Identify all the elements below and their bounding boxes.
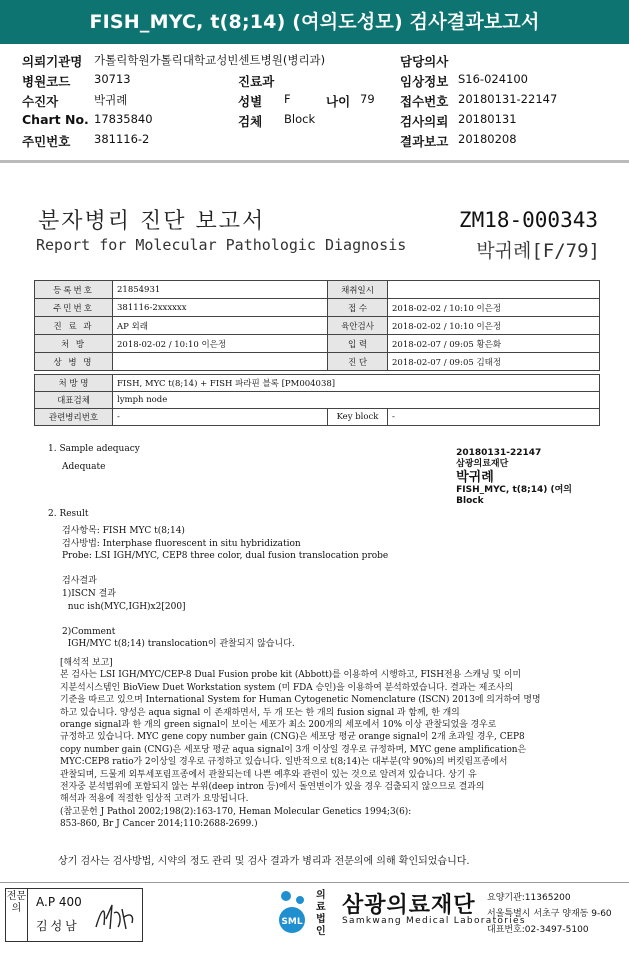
cell-value: -: [113, 409, 328, 426]
result-line: [62, 563, 388, 576]
contact-info: [487, 890, 612, 938]
interpretation-line: 지분석시스템인 BioView Duet Workstation system (미 FDA 승인)을 이용하여 분석하였습니다. 결과는 제조사의: [60, 682, 514, 693]
cell-value: AP 외래: [113, 317, 328, 335]
cell-label: 상 병 명: [35, 353, 113, 371]
cell-label: Key block: [328, 409, 388, 426]
report-date-label: 결과보고: [400, 134, 449, 149]
receipt-label: 접수번호: [400, 94, 449, 109]
interpretation-line: (참고문헌 J Pathol 2002;198(2):163-170, Heman Molecular Genetics 1994;3(6):: [60, 806, 412, 817]
cell-value: 381116-2xxxxxx: [113, 299, 328, 317]
logo-text: SML: [281, 917, 303, 927]
interpretation-line: 전자중 분석범위에 포함되지 않는 부위(deep intron 등)에서 돌연변이가 있을 경우 검출되지 않으므로 결과의: [60, 782, 485, 793]
cell-label: 관련병리번호: [35, 409, 113, 426]
result-line: 검사결과: [62, 576, 97, 587]
cell-label: 등록번호: [35, 281, 113, 299]
sex-label: 성별: [238, 94, 263, 109]
cell-label: 주민번호: [35, 299, 113, 317]
cell-value: -: [388, 409, 600, 426]
patient-value: 박귀례: [94, 93, 128, 107]
cell-value: 2018-02-07 / 09:05 김태정: [388, 353, 600, 371]
result-line: 검사방법: Interphase fluorescent in situ hybridization: [62, 538, 301, 549]
stamp-test: FISH_MYC, t(8;14) (여의: [456, 485, 572, 495]
interpretation-line: 기준을 따르고 있으며 International System for Human Cytogenetic Nomenclature (ISCN) 2013에 의거하여 명명: [60, 695, 541, 706]
specialist-code: A.P 400: [36, 895, 82, 909]
contact-phone: 대표번호:02-3497-5100: [487, 925, 589, 935]
clinical-label: 임상정보: [400, 74, 449, 89]
footer-divider: [0, 882, 629, 883]
cell-label: 채취일시: [328, 281, 388, 299]
cell-value: FISH, MYC t(8;14) + FISH 파라핀 블록 [PM004038]: [113, 375, 600, 392]
cell-label: 접 수: [328, 299, 388, 317]
table-row: [35, 317, 600, 335]
specialist-label: 전문의: [6, 889, 28, 941]
table-row: [35, 409, 600, 426]
result-line: Probe: LSI IGH/MYC, CEP8 three color, dual fusion translocation probe: [62, 551, 389, 562]
sml-logo: [270, 886, 526, 938]
contact-address: 서울특별시 서초구 양재동 9-60: [487, 909, 612, 919]
interpretation-block: [60, 657, 608, 831]
report-date-value: 20180208: [458, 132, 517, 146]
specialist-name: 김성남: [36, 919, 80, 933]
paper-patient: 박귀례[F/79]: [476, 240, 600, 262]
cell-value: 2018-02-02 / 10:10 이은정: [388, 317, 600, 335]
stamp-org: 삼광의료재단: [456, 459, 509, 469]
report-banner: FISH_MYC, t(8;14) (여의도성모) 검사결과보고서: [0, 0, 629, 44]
cell-label: 대표검체: [35, 392, 113, 409]
result-line: 검사항목: FISH MYC t(8;14): [62, 526, 185, 536]
table-row: [35, 281, 600, 299]
result-block: [62, 525, 388, 651]
sml-logo-icon: [270, 886, 314, 934]
age-label: 나이: [326, 94, 351, 109]
chart-label: Chart No.: [22, 112, 89, 127]
org-name: 삼광의료재단: [342, 893, 476, 918]
order-table: [34, 374, 600, 426]
interpretation-line: 853-860, Br J Cancer 2014;110:2688-2699.): [60, 819, 258, 830]
confirm-statement: 상기 검사는 검사방법, 시약의 정도 관리 및 검사 결과가 병리과 전문의에 의해 확인되었습니다.: [58, 856, 470, 867]
interpretation-line: 규정하고 있습니다. MYC gene copy number gain (CNG)은 세포당 평균 orange signal이 2개 초과일 경우, CEP8: [60, 732, 525, 743]
chart-value: 17835840: [94, 112, 153, 126]
result-line: IGH/MYC t(8;14) translocation이 관찰되지 않습니다.: [62, 639, 295, 650]
result-line: nuc ish(MYC,IGH)x2[200]: [62, 601, 186, 612]
interpretation-line: 하고 있습니다. 양성은 aqua signal 이 존재하면서, 두 개 또는 한 개의 fusion signal 과 함께, 한 개의: [60, 707, 460, 718]
paper-title-korean: 분자병리 진단 보고서: [38, 209, 266, 234]
report-id: ZM18-000343: [458, 208, 598, 232]
stamp-receipt: 20180131-22147: [456, 448, 542, 458]
cell-label: 진 단: [328, 353, 388, 371]
table-row: [35, 392, 600, 409]
receipt-value: 20180131-22147: [458, 92, 558, 106]
cell-value: 2018-02-02 / 10:10 이은정: [388, 299, 600, 317]
institution-label: 의뢰기관명: [22, 54, 83, 69]
info-table: [34, 280, 600, 371]
request-label: 검사의뢰: [400, 114, 449, 129]
signature-box: [5, 888, 143, 942]
section-result-title: 2. Result: [48, 509, 89, 519]
stamp-specimen: Block: [456, 496, 484, 506]
id-label: 주민번호: [22, 134, 71, 149]
hospital-code-value: 30713: [94, 72, 131, 86]
patient-label: 수진자: [22, 94, 59, 109]
result-line: 2)Comment: [62, 626, 116, 637]
clinical-value: S16-024100: [458, 72, 528, 86]
cell-label: 처 방 명: [35, 375, 113, 392]
section-sample-value: Adequate: [62, 462, 106, 472]
cell-label: 입 력: [328, 335, 388, 353]
specimen-value: Block: [284, 112, 316, 126]
institution-value: 가톨릭학원가톨릭대학교성빈센트병원(병리과): [94, 53, 326, 67]
interpretation-line: orange signal과 한 개의 green signal이 보이는 세포가 최소 200개의 세포에서 10% 이상 관찰되었을 경우로: [60, 720, 497, 731]
id-value: 381116-2: [94, 132, 150, 146]
paper-title-english: Report for Molecular Pathologic Diagnosis: [36, 236, 407, 254]
request-value: 20180131: [458, 112, 517, 126]
interpretation-line: [해석적 보고]: [60, 658, 113, 668]
specimen-label: 검체: [238, 114, 263, 129]
interpretation-line: 관찰되며, 드물게 외투세포림프종에서 관찰되는데 나쁜 예후와 관련이 있는 것으로 알려져 있습니다. 상기 유: [60, 769, 477, 780]
interpretation-line: 해석과 적용에 적절한 임상적 고려가 요망됩니다.: [60, 794, 249, 805]
table-row: [35, 335, 600, 353]
org-english-name: Samkwang Medical Laboratories: [342, 916, 526, 926]
cell-value: 21854931: [113, 281, 328, 299]
interpretation-line: copy number gain (CNG)은 세포당 평균 aqua signal이 3개 이상일 경우로 규정하며, MYC gene amplification은: [60, 744, 527, 755]
cell-label: 육안검사: [328, 317, 388, 335]
specimen-stamp: [456, 448, 572, 507]
result-line: [62, 613, 388, 626]
sex-value: F: [284, 92, 291, 106]
cell-value: [113, 353, 328, 371]
contact-code: 요양기관:11365200: [487, 893, 571, 903]
table-row: [35, 299, 600, 317]
interpretation-line: 본 검사는 LSI IGH/MYC/CEP-8 Dual Fusion probe kit (Abbott)를 이용하여 시행하고, FISH전용 스캐닝 및 이미: [60, 670, 522, 681]
dept-label: 진료과: [238, 74, 275, 89]
stamp-name: 박귀례: [456, 470, 494, 485]
result-line: 1)ISCN 결과: [62, 588, 116, 599]
cell-value: 2018-02-07 / 09:05 황은화: [388, 335, 600, 353]
table-row: [35, 375, 600, 392]
institution-type: 의료 법인: [316, 890, 326, 937]
cell-value: [388, 281, 600, 299]
table-row: [35, 353, 600, 371]
cell-label: 처 방: [35, 335, 113, 353]
cell-value: 2018-02-02 / 10:10 이은정: [113, 335, 328, 353]
age-value: 79: [360, 92, 375, 106]
section-sample-title: 1. Sample adequacy: [48, 444, 140, 454]
cell-label: 진 료 과: [35, 317, 113, 335]
interpretation-line: MYC:CEP8 ratio가 2이상일 경우로 규정하고 있습니다. 일반적으로 t(8;14)는 대부분(약 90%)의 버킷림프종에서: [60, 757, 508, 768]
signature-icon: [92, 899, 138, 935]
hospital-code-label: 병원코드: [22, 74, 71, 89]
header-divider: [0, 160, 629, 163]
cell-value: lymph node: [113, 392, 600, 409]
scanned-report: [20, 178, 620, 878]
doctor-label: 담당의사: [400, 54, 449, 69]
